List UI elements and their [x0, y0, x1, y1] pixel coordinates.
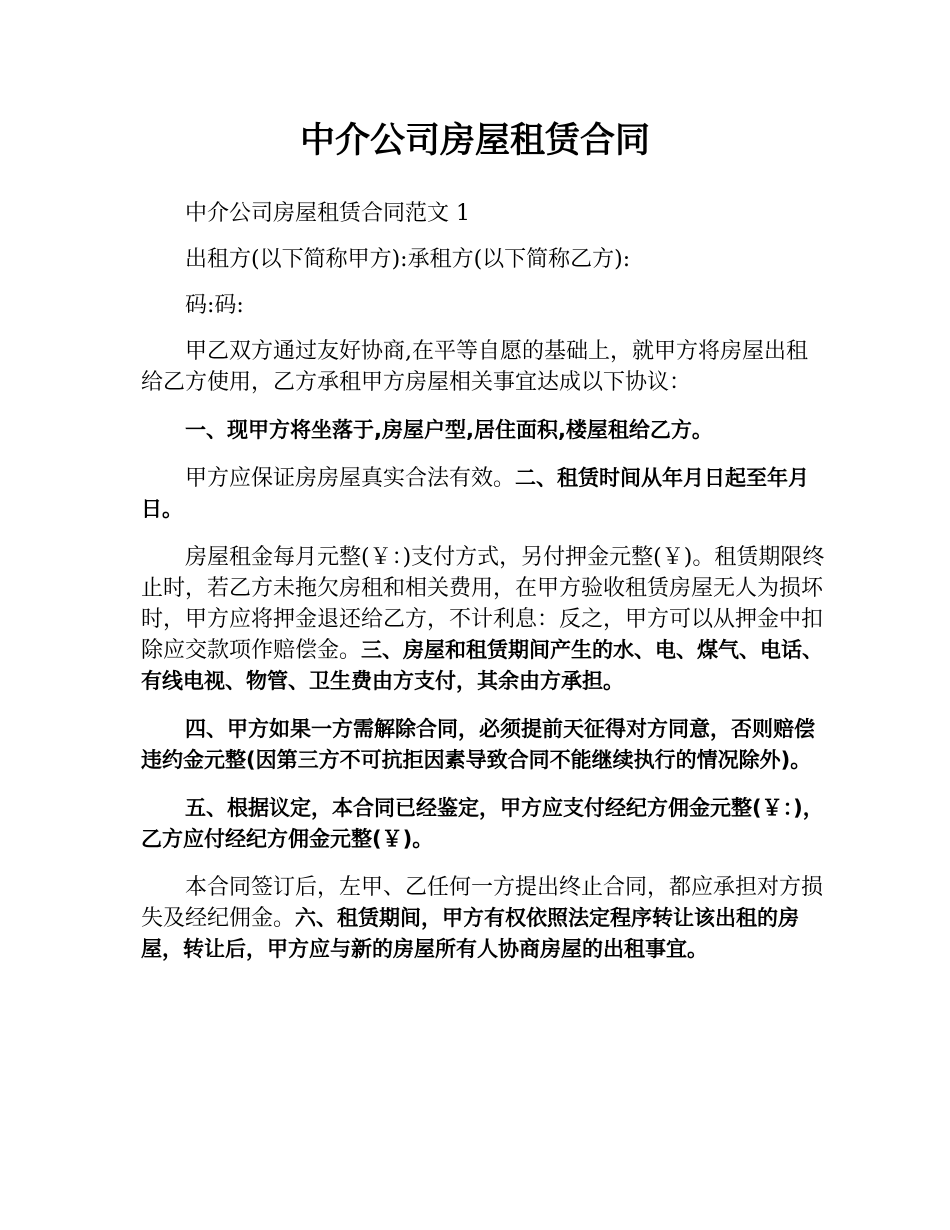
- paragraph-6-text: 甲方应保证房房屋真实合法有效。: [185, 466, 516, 491]
- paragraph-10-text: 本合同签订后，左甲、乙任何一方提出终止合同，都应承担对方损失及经纪佣金。: [141, 875, 824, 931]
- paragraph-3: [141, 290, 825, 321]
- clause-3-bold: 三、房屋和租赁期间产生的水、电、煤气、电话、有线电视、物管、卫生费由方支付，其余由方承担。: [141, 638, 824, 693]
- clause-2-bold: 二、租赁时间从年月日起至年月日。: [141, 466, 810, 521]
- document-body: [141, 198, 825, 982]
- clause-4-bold: 四、甲方如果一方需解除合同，必须提前天征得对方同意，否则赔偿违约金元整(因第三方不可抗拒因素导致合同不能继续执行的情况除外)。: [141, 717, 815, 772]
- paragraph-1: [141, 198, 825, 229]
- paragraph-2: [141, 244, 825, 275]
- paragraph-6: [141, 463, 825, 525]
- paragraph-4-text: 甲乙双方通过友好协商,在平等自愿的基础上，就甲方将房屋出租给乙方使用，乙方承租甲方房屋相关事宜达成以下协议：: [141, 339, 808, 395]
- paragraph-9: [141, 793, 825, 855]
- paragraph-10: [141, 872, 825, 965]
- paragraph-2-text: 出租方(以下简称甲方):承租方(以下简称乙方):: [185, 247, 631, 272]
- paragraph-4: [141, 336, 825, 398]
- clause-1-bold: 一、现甲方将坐落于,房屋户型,居住面积,楼屋租给乙方。: [185, 418, 713, 442]
- paragraph-8: [141, 714, 825, 776]
- paragraph-1-text: 中介公司房屋租赁合同范文 1: [185, 201, 470, 226]
- clause-6-bold: 六、租赁期间，甲方有权依照法定程序转让该出租的房屋，转让后，甲方应与新的房屋所有人协商房屋的出租事宜。: [141, 906, 800, 961]
- document-title: 中介公司房屋租赁合同: [299, 121, 650, 161]
- clause-5-bold: 五、根据议定，本合同已经鉴定，甲方应支付经纪方佣金元整(￥：)，乙方应付经纪方佣金元整(￥)。: [141, 796, 824, 851]
- paragraph-3-text: 码:码:: [185, 293, 244, 318]
- paragraph-7-text: 房屋租金每月元整(￥：)支付方式，另付押金元整(￥)。租赁期限终止时，若乙方未拖欠房租和相关费用，在甲方验收租赁房屋无人为损坏时，甲方应将押金退还给乙方，不计利息：反之，甲方可以从押金中扣除应交款项作赔偿金。: [141, 545, 825, 663]
- paragraph-5: [141, 415, 825, 446]
- paragraph-7: [141, 542, 825, 697]
